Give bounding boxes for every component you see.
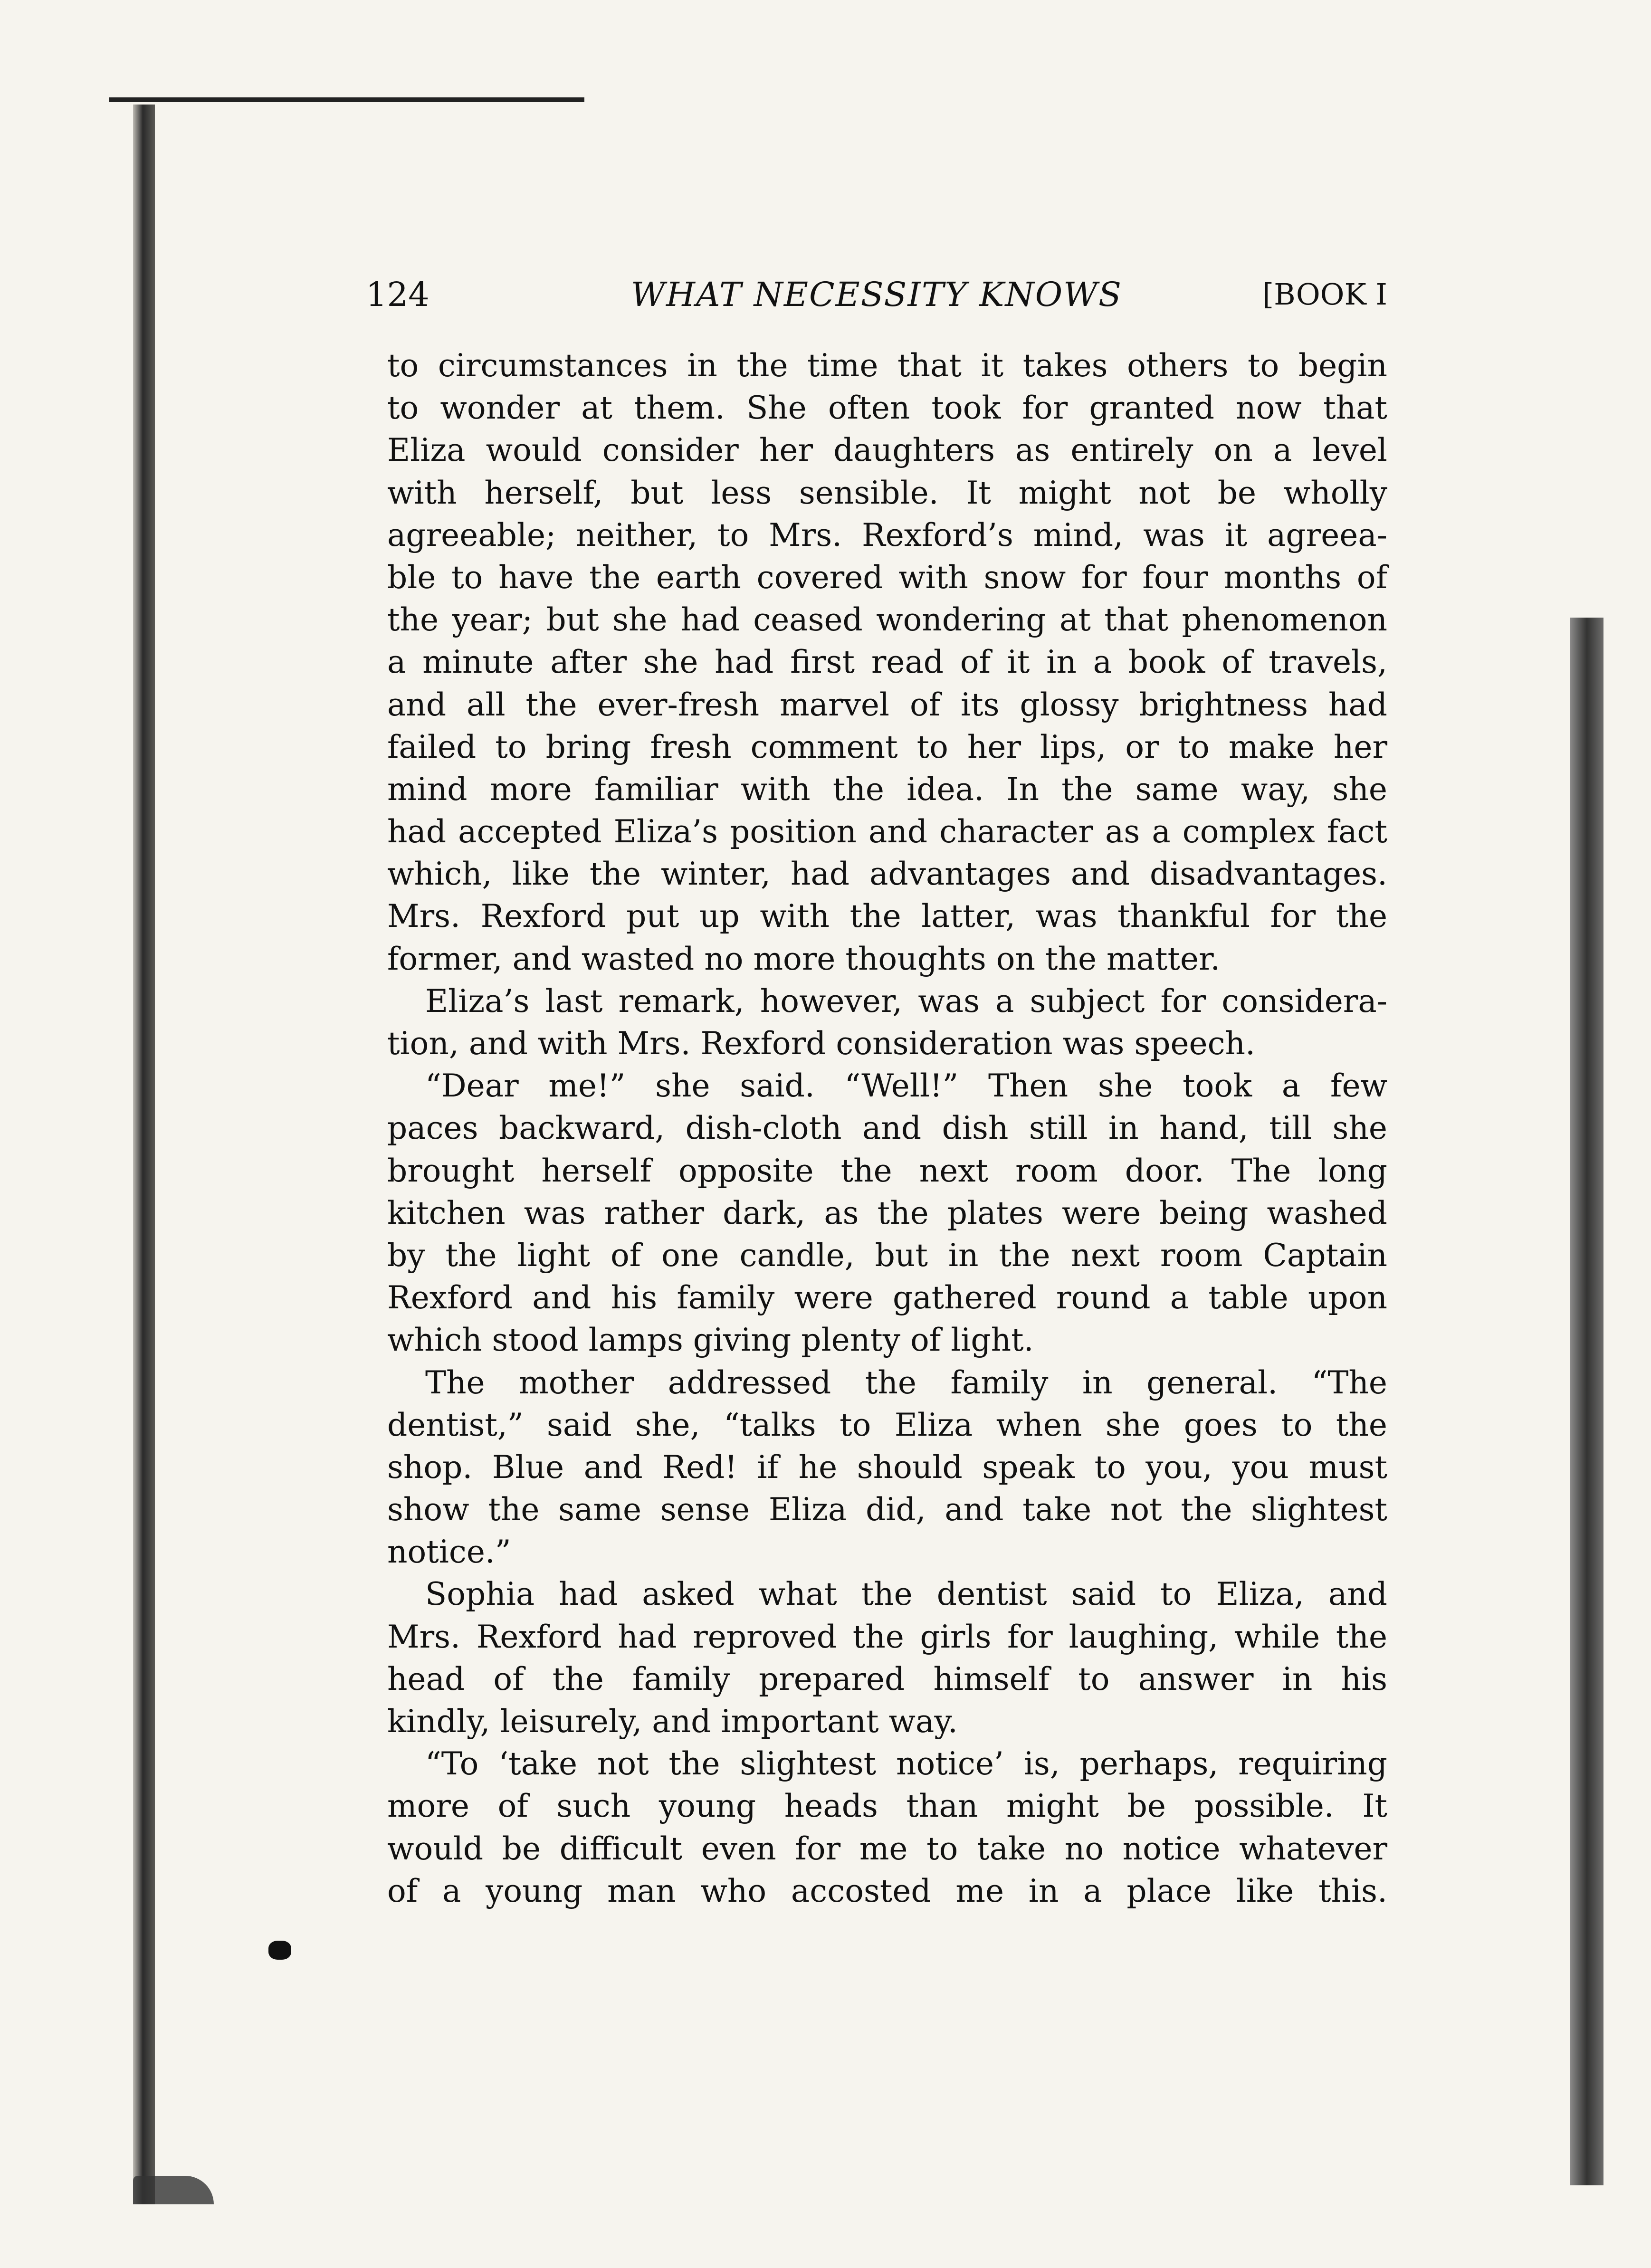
scan-right-edge bbox=[1570, 618, 1603, 2185]
text-line: would be difficult even for me to take no notice whatever bbox=[387, 1830, 1387, 1867]
text-line: ble to have the earth covered with snow for four months of bbox=[387, 559, 1387, 596]
text-line: to wonder at them. She often took for granted now that bbox=[387, 390, 1387, 427]
text-line: The mother addressed the family in general. “The bbox=[425, 1364, 1387, 1401]
text-line: “To ‘take not the slightest notice’ is, perhaps, requiring bbox=[425, 1745, 1387, 1782]
text-line: Mrs. Rexford had reproved the girls for laughing, while the bbox=[387, 1618, 1387, 1655]
text-line: Sophia had asked what the dentist said to Eliza, and bbox=[425, 1576, 1387, 1613]
text-line: agreeable; neither, to Mrs. Rexford’s mind, was it agreea- bbox=[387, 516, 1387, 553]
text-line: and all the ever-fresh marvel of its glossy brightness had bbox=[387, 686, 1387, 723]
text-line: brought herself opposite the next room door. The long bbox=[387, 1152, 1387, 1189]
running-title: WHAT NECESSITY KNOWS bbox=[631, 275, 1122, 314]
text-line: dentist,” said she, “talks to Eliza when she goes to the bbox=[387, 1406, 1387, 1443]
scan-bottom-smudge bbox=[133, 2176, 214, 2204]
text-line: former, and wasted no more thoughts on the matter. bbox=[387, 940, 1221, 977]
text-line: mind more familiar with the idea. In the same way, she bbox=[387, 771, 1387, 808]
text-line: with herself, but less sensible. It might not be wholly bbox=[387, 474, 1387, 511]
book-label: [BOOK I bbox=[1262, 277, 1387, 312]
text-line: kitchen was rather dark, as the plates were being washed bbox=[387, 1194, 1387, 1231]
text-line: Eliza’s last remark, however, was a subject for considera- bbox=[425, 982, 1387, 1020]
text-line: head of the family prepared himself to answer in his bbox=[387, 1660, 1387, 1697]
text-line: tion, and with Mrs. Rexford consideration was speech. bbox=[387, 1025, 1256, 1062]
text-line: Eliza would consider her daughters as entirely on a level bbox=[387, 432, 1387, 469]
body-text bbox=[387, 344, 1387, 1912]
scan-left-edge bbox=[133, 105, 155, 2204]
text-line: kindly, leisurely, and important way. bbox=[387, 1703, 958, 1740]
text-line: shop. Blue and Red! if he should speak to you, you must bbox=[387, 1448, 1387, 1486]
text-line: notice.” bbox=[387, 1534, 511, 1571]
text-line: which, like the winter, had advantages and disadvantages. bbox=[387, 856, 1387, 893]
text-line: to circumstances in the time that it takes others to begin bbox=[387, 347, 1387, 384]
running-header bbox=[366, 271, 1387, 318]
text-line: “Dear me!” she said. “Well!” Then she took a few bbox=[425, 1067, 1387, 1105]
text-line: show the same sense Eliza did, and take not the slightest bbox=[387, 1491, 1387, 1528]
text-line: paces backward, dish-cloth and dish still in hand, till she bbox=[387, 1110, 1387, 1147]
text-line: Mrs. Rexford put up with the latter, was thankful for the bbox=[387, 898, 1387, 935]
text-line: failed to bring fresh comment to her lips, or to make her bbox=[387, 728, 1387, 765]
text-line: the year; but she had ceased wondering at that phenomenon bbox=[387, 601, 1387, 638]
text-line: had accepted Eliza’s position and character as a complex fact bbox=[387, 813, 1387, 850]
page-number: 124 bbox=[366, 275, 429, 314]
text-line: of a young man who accosted me in a place like this. bbox=[387, 1872, 1387, 1909]
scan-top-rule bbox=[109, 97, 584, 102]
text-line: a minute after she had first read of it in a book of travels, bbox=[387, 644, 1387, 681]
text-line: Rexford and his family were gathered round a table upon bbox=[387, 1279, 1387, 1316]
text-line: by the light of one candle, but in the next room Captain bbox=[387, 1237, 1387, 1274]
text-line: more of such young heads than might be possible. It bbox=[387, 1788, 1387, 1825]
text-line: which stood lamps giving plenty of light. bbox=[387, 1322, 1034, 1359]
ink-blot bbox=[268, 1941, 291, 1960]
